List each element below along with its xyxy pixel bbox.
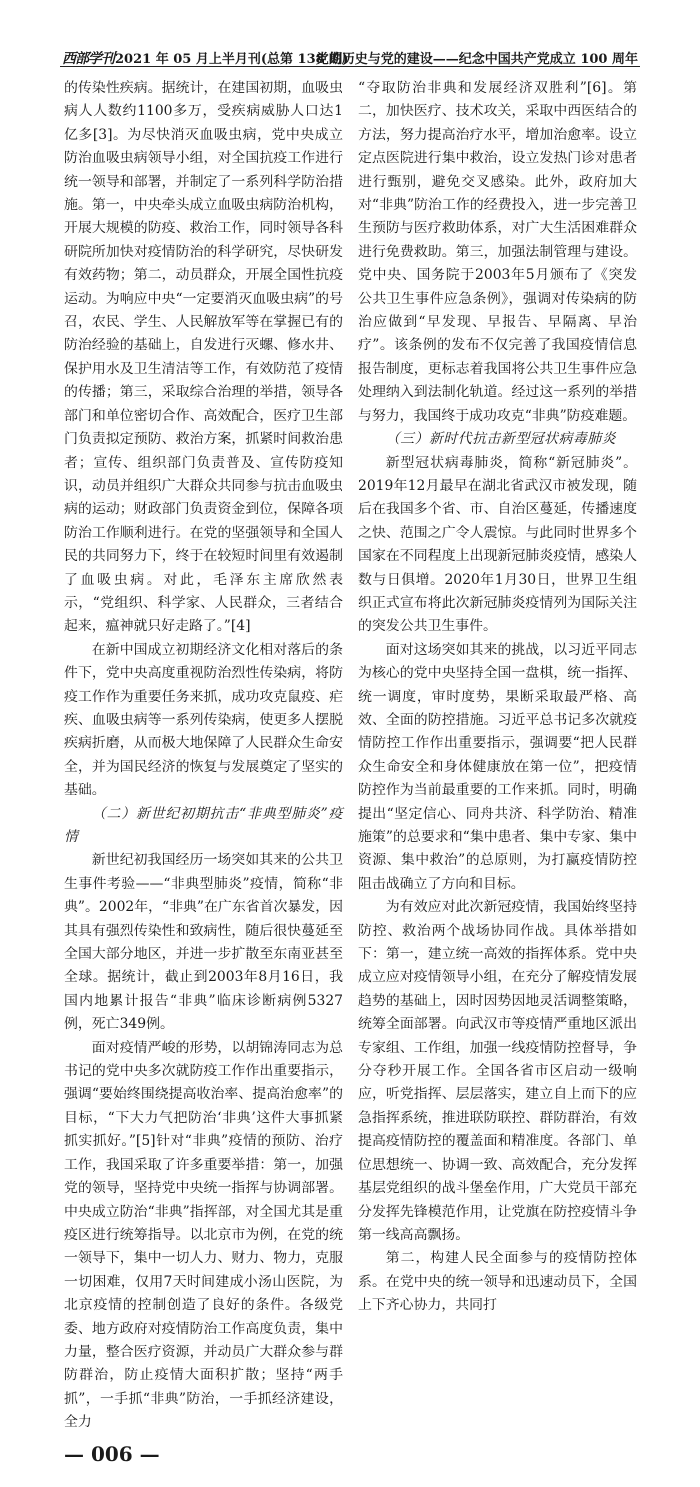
paragraph: 的传染性疾病。据统计，在建国初期，血吸虫病人人数约1100多万，受疾病威胁人口达1亿多[3]。为尽快消灭血吸虫病，党中央成立防治血吸虫病领导小组，对全国抗疫工作进行统一领导和部署，并制定了一系列科学防治措施。第一，中央牵头成立血吸虫病防治机构，开展大规模的防疫、救治工作，同时领导各科研院所加快对疫情防治的科学研究，尽快研发有效药物；第二，动员群众，开展全国性抗疫运动。为响应中央“一定要消灭血吸虫病”的号召，农民、学生、人民解放军等在掌握已有的防治经验的基础上，自发进行灭螺、修水井、保护用水及卫生清洁等工作，有效防范了疫情的传播；第三，采取综合治理的举措，领导各部门和单位密切合作、高效配合，医疗卫生部门负责拟定预防、救治方案，抓紧时间救治患者；宣传、组织部门负责普及、宣传防疫知识，动员并组织广大群众共同参与抗击血吸虫病的运动；财政部门负责资金到位，保障各项防治工作顺利进行。在党的坚强领导和全国人民的共同努力下，终于在较短时间里有效遏制了血吸虫病。对此，毛泽东主席欣然表示，“党组织、科学家、人民群众，三者结合起来，瘟神就只好走路了。”[4] — [64, 80, 343, 635]
paragraph: 为有效应对此次新冠疫情，我国始终坚持防控、救治两个战场协同作战。具体举措如下：第一，建立统一高效的指挥体系。党中央成立应对疫情领导小组，在充分了解疫情发展趋势的基础上，因时因势因地灵活调整策略，统筹全面部署。向武汉市等疫情严重地区派出专家组、工作组，加强一线疫情防控督导，争分夺秒开展工作。全国各省市区启动一级响应，听党指挥、层层落实，建立自上而下的应急指挥系统，推进联防联控、群防群治，有效提高疫情防控的覆盖面和精准度。各部门、单位思想统一、协调一致、高效配合，充分发挥基层党组织的战斗堡垒作用，广大党员干部充分发挥先锋模范作用，让党旗在防控疫情斗争第一线高高飘扬。 — [358, 899, 637, 1243]
journal-logo: 西部学刊 — [62, 51, 114, 67]
paragraph: 新型冠状病毒肺炎，简称“新冠肺炎”。2019年12月最早在湖北省武汉市被发现，随后在我国多个省、市、自治区蔓延，传播速度之快、范围之广令人震惊。与此同时世界多个国家在不同程度上出现新冠肺炎疫情，感染人数与日俱增。2020年1月30日，世界卫生组织正式宣布将此次新冠肺炎疫情列为国际关注的突发公共卫生事件。 — [358, 454, 637, 635]
issue-info: 2021 年 05 月上半月刊(总第 138 期) — [115, 52, 349, 67]
page-number: — 006 — — [64, 1441, 160, 1466]
running-header — [60, 46, 640, 67]
journal-issue-header — [62, 48, 348, 68]
paragraph: “夺取防治非典和发展经济双胜利”[6]。第二，加快医疗、技术攻关，采取中西医结合的方法，努力提高治疗水平，增加治愈率。设立定点医院进行集中救治，设立发热门诊对患者进行甄别，避免交叉感染。此外，政府加大对“非典”防治工作的经费投入，进一步完善卫生预防与医疗救助体系，对广大生活困难群众进行免费救助。第三，加强法制管理与建设。党中央、国务院于2003年5月颁布了《突发公共卫生事件应急条例》，强调对传染病的防治应做到“早发现、早报告、早隔离、早治疗”。该条例的发布不仅完善了我国疫情信息报告制度，更标志着我国将公共卫生事件应急处理纳入到法制化轨道。经过这一系列的举措与努力，我国终于成功攻克“非典”防疫难题。 — [358, 80, 637, 424]
section-heading: （二）新世纪初期抗击“非典型肺炎”疫情 — [64, 805, 343, 845]
right-column — [358, 77, 637, 1318]
paragraph: 新世纪初我国经历一场突如其来的公共卫生事件考验——“非典型肺炎”疫情，简称“非典”。2002年，“非典”在广东省首次暴发，因其具有强烈传染性和致病性，随后很快蔓延至全国大部分地区，并进一步扩散至东南亚甚至全球。据统计，截止到2003年8月16日，我国内地累计报告“非典”临床诊断病例5327例，死亡349例。 — [64, 852, 343, 1033]
section-heading: （三）新时代抗击新型冠状病毒肺炎 — [385, 431, 617, 448]
paragraph: 第二，构建人民全面参与的疫情防控体系。在党中央的统一领导和迅速动员下，全国上下齐心协力，共同打 — [358, 1250, 637, 1314]
paragraph: 在新中国成立初期经济文化相对落后的条件下，党中央高度重视防治烈性传染病，将防疫工作作为重要任务来抓，成功攻克鼠疫、疟疾、血吸虫病等一系列传染病，使更多人摆脱疾病折磨，从而极大地保障了人民群众生命安全，并为国民经济的恢复与发展奠定了坚实的基础。 — [64, 641, 343, 799]
paragraph: 面对这场突如其来的挑战，以习近平同志为核心的党中央坚持全国一盘棋，统一指挥、统一调度，审时度势，果断采取最严格、高效、全面的防控措施。习近平总书记多次就疫情防控工作作出重要指示，强调要“把人民群众生命安全和身体健康放在第一位”，把疫情防控作为当前最重要的工作来抓。同时，明确提出“坚定信心、同舟共济、科学防治、精准施策”的总要求和“集中患者、集中专家、集中资源、集中救治”的总原则，为打赢疫情防控阻击战确立了方向和目标。 — [358, 641, 637, 892]
left-column — [64, 77, 343, 1467]
article-body — [64, 77, 637, 1487]
section-title: 党的历史与党的建设——纪念中国共产党成立 100 周年 — [315, 52, 638, 67]
paragraph: 面对疫情严峻的形势，以胡锦涛同志为总书记的党中央多次就防疫工作作出重要指示，强调“要始终围绕提高收治率、提高治愈率”的目标，“下大力气把防治‘非典’这件大事抓紧抓实抓好。”[5]针对“非典”疫情的预防、治疗工作，我国采取了许多重要举措：第一，加强党的领导，坚持党中央统一指挥与协调部署。中央成立防治“非典”指挥部，对全国尤其是重疫区进行统筹指导。以北京市为例，在党的统一领导下，集中一切人力、财力、物力，克服一切困难，仅用7天时间建成小汤山医院，为北京疫情的控制创造了良好的条件。各级党委、地方政府对疫情防治工作高度负责，集中力量，整合医疗资源，并动员广大群众参与群防群治，防止疫情大面积扩散；坚持“两手抓”，一手抓“非典”防治，一手抓经济建设，全力 — [64, 1039, 343, 1431]
